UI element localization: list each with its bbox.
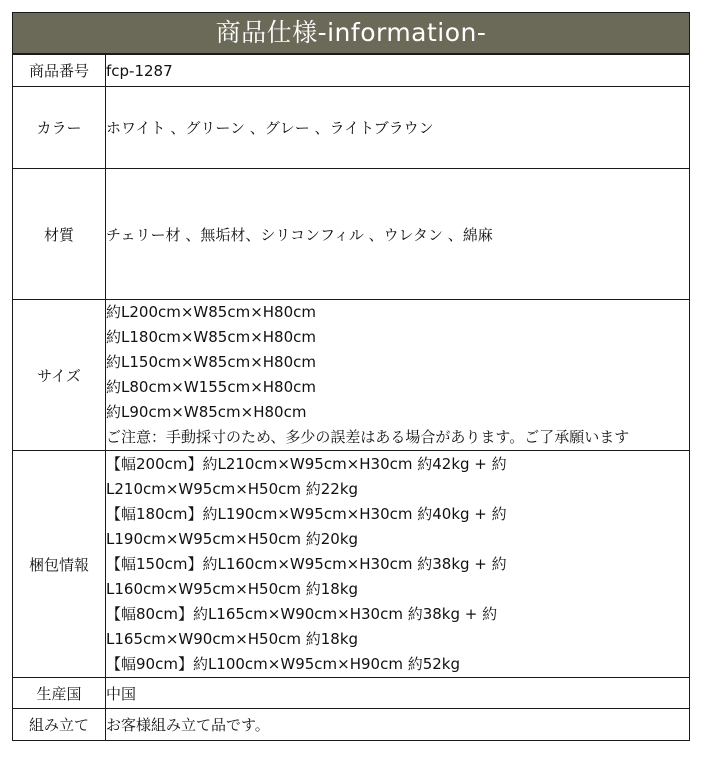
size-line: 約L150cm×W85cm×H80cm: [106, 353, 316, 371]
size-line: 約L180cm×W85cm×H80cm: [106, 328, 316, 346]
packing-line: 【幅150cm】約L160cm×W95cm×H30cm 約38kg + 約: [106, 554, 507, 573]
label-size: サイズ: [13, 300, 106, 451]
size-line: 約L80cm×W155cm×H80cm: [106, 378, 316, 396]
row-assembly: [13, 709, 690, 741]
row-color: [13, 87, 690, 169]
product-spec-sheet: [12, 12, 690, 741]
label-color: カラー: [13, 87, 106, 169]
label-packing: 梱包情報: [13, 451, 106, 678]
row-packing: [13, 451, 690, 678]
value-material: チェリー材 、無垢材、シリコンフィル 、ウレタン 、綿麻: [106, 169, 690, 300]
row-size: [13, 300, 690, 451]
label-product-code: 商品番号: [13, 55, 106, 87]
spec-table: [12, 54, 690, 741]
value-origin: 中国: [106, 678, 690, 709]
packing-line: L210cm×W95cm×H50cm 約22kg: [106, 479, 359, 498]
size-note: ご注意：手動採寸のため、多少の誤差はある場合があります。ご了承願います: [106, 428, 630, 446]
size-line: 約L90cm×W85cm×H80cm: [106, 403, 307, 421]
value-product-code: fcp-1287: [106, 55, 690, 87]
packing-line: L165cm×W90cm×H50cm 約18kg: [106, 629, 359, 648]
packing-line: 【幅90cm】約L100cm×W95cm×H90cm 約52kg: [106, 654, 460, 673]
spec-title: 商品仕様-information-: [12, 12, 690, 54]
packing-line: L160cm×W95cm×H50cm 約18kg: [106, 579, 359, 598]
row-product-code: [13, 55, 690, 87]
packing-line: 【幅180cm】約L190cm×W95cm×H30cm 約40kg + 約: [106, 504, 507, 523]
value-size: [106, 300, 690, 451]
packing-line: L190cm×W95cm×H50cm 約20kg: [106, 529, 359, 548]
row-origin: [13, 678, 690, 709]
label-origin: 生産国: [13, 678, 106, 709]
label-assembly: 組み立て: [13, 709, 106, 741]
size-line: 約L200cm×W85cm×H80cm: [106, 303, 316, 321]
value-packing: [106, 451, 690, 678]
packing-line: 【幅80cm】約L165cm×W90cm×H30cm 約38kg + 約: [106, 604, 498, 623]
value-color: ホワイト 、グリーン 、グレー 、ライトブラウン: [106, 87, 690, 169]
value-assembly: お客様組み立て品です。: [106, 709, 690, 741]
packing-line: 【幅200cm】約L210cm×W95cm×H30cm 約42kg + 約: [106, 454, 507, 473]
row-material: [13, 169, 690, 300]
label-material: 材質: [13, 169, 106, 300]
